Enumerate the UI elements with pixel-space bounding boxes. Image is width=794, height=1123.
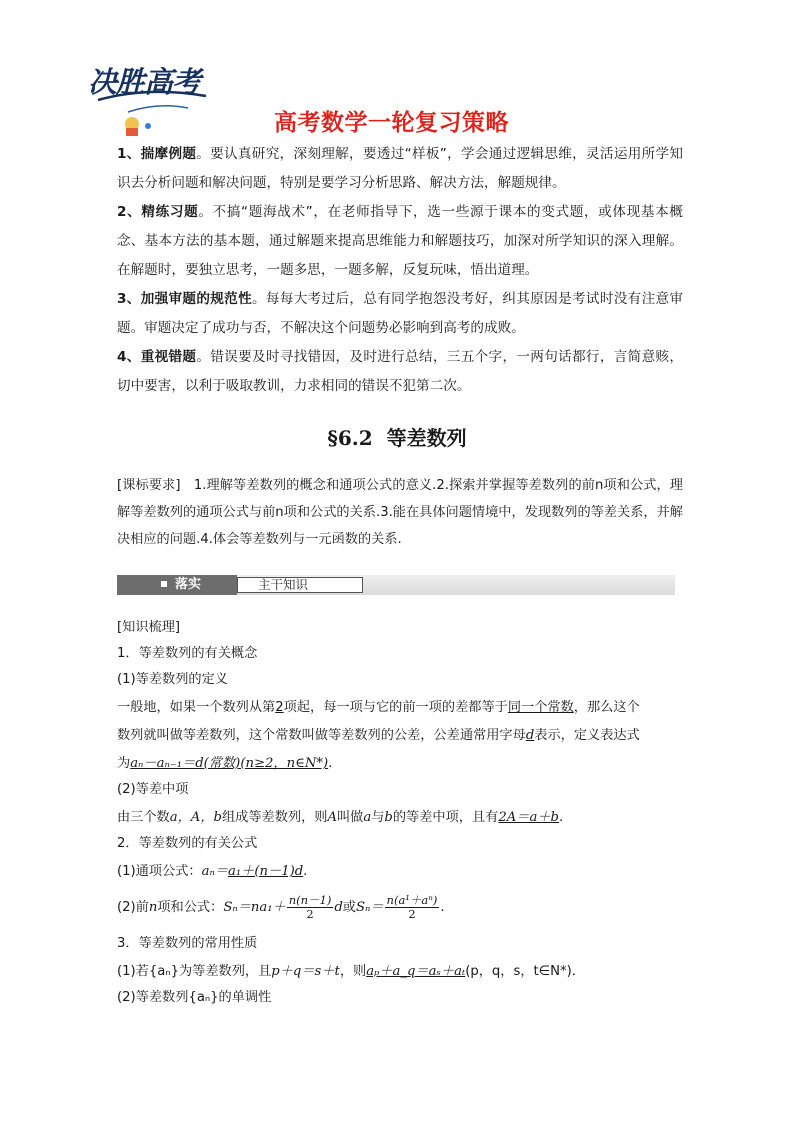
- property-2-line: (2)等差数列{aₙ}的单调性: [117, 990, 272, 1005]
- text-span: ，则: [339, 964, 367, 979]
- strategy-head: 2、精练习题: [117, 204, 199, 220]
- blank-answer: d: [525, 728, 535, 743]
- strategy-body: 。不搞“题海战术”，在老师指导下，选一些源于课本的变式题，或体现基本概念、基本方法的基本题，通过解题来提高思维能力和解题技巧，加深对所学知识的深入理解。在解题时，要独立思考，一题多思，一题多解，反复玩味，悟出道理。: [117, 204, 683, 278]
- math-span: n: [148, 900, 158, 915]
- section-title: [0, 422, 794, 451]
- strategy-body: 。错误要及时寻找错因，及时进行总结，三五个字，一两句话都行，言简意赅，切中要害，以利于吸取教训，力求相同的错误不犯第二次。: [117, 349, 684, 394]
- middle-term-formula: 2A＝a＋b: [498, 810, 559, 825]
- math-span: b: [384, 810, 393, 825]
- strategy-body: 。每每大考过后，总有同学抱怨没考好，纠其原因是考试时没有注意审题。审题决定了成功与否，不解决这个问题势必影响到高考的成败。: [117, 291, 683, 336]
- blank-answer: 同一个常数: [507, 700, 574, 715]
- text-span: .: [558, 810, 564, 825]
- strategy-1: [117, 140, 683, 198]
- strategy-head: 3、加强审题的规范性: [117, 291, 252, 307]
- strategy-4: [117, 343, 683, 401]
- definition-formula: aₙ－aₙ₋₁＝d(常数)(n≥2，n∈N*): [130, 756, 329, 771]
- section-number: §6.2: [327, 426, 373, 450]
- math-span: p＋q＝s＋t: [271, 964, 340, 979]
- heading-2: 2．等差数列的有关公式: [117, 836, 258, 851]
- text-span: 一般地，如果一个数列从第: [117, 700, 276, 715]
- heading-3: 3．等差数列的常用性质: [117, 936, 258, 951]
- math-span: d: [334, 900, 343, 915]
- heading-1-2: (2)等差中项: [117, 782, 189, 797]
- fraction-numerator: n(a¹＋aⁿ): [386, 892, 438, 907]
- heading-1-1: (1)等差数列的定义: [117, 672, 228, 687]
- square-bullet-icon: [161, 581, 167, 587]
- bar-tab-main-knowledge: 主干知识: [237, 577, 363, 593]
- general-term-formula: a₁＋(n－1)d: [228, 864, 304, 879]
- property-1-formula: aₚ＋a_q＝aₛ＋aₜ: [366, 964, 466, 979]
- strategy-head: 4、重视错题: [117, 349, 197, 365]
- requirements-text: 1.理解等差数列的概念和通项公式的意义.2.探索并掌握等差数列的前n项和公式，理解等差数列的通项公式与前n项和公式的关系.3.能在具体问题情境中，发现数列的等差关系，并解决相应的问题.4.体会等差数列与一元函数的关系.: [117, 478, 683, 547]
- text-span: (1)通项公式：: [117, 864, 202, 879]
- text-span: 项起，每一项与它的前一项的差都等于: [283, 700, 508, 715]
- math-span: aₙ＝: [201, 864, 229, 879]
- page-title: 高考数学一轮复习策略: [274, 110, 509, 136]
- text-span: 表示，定义表达式: [534, 728, 640, 743]
- math-span: A: [327, 810, 337, 825]
- sum-formula-line: [117, 890, 687, 926]
- fraction: [287, 894, 334, 921]
- course-requirements: [117, 472, 683, 553]
- text-span: 的等差中项，且有: [392, 810, 499, 825]
- bar-tab1-label: 落实: [175, 577, 202, 592]
- definition-line-3: [117, 754, 687, 774]
- definition-line-2: [117, 726, 687, 746]
- fraction-numerator: n(n－1): [288, 892, 332, 907]
- text-span: 由三个数: [117, 810, 170, 825]
- text-span: .: [440, 900, 445, 915]
- requirements-label: [课标要求]: [117, 478, 181, 493]
- strategy-head: 1、揣摩例题: [117, 146, 197, 162]
- strategy-2: [117, 198, 683, 285]
- text-span: 与: [371, 810, 385, 825]
- bar-tab-luoshi: [117, 575, 237, 595]
- text-span: 组成等差数列，则: [221, 810, 328, 825]
- logo: [88, 56, 216, 140]
- fraction-denominator: 2: [306, 906, 314, 921]
- heading-1: 1．等差数列的有关概念: [117, 646, 258, 661]
- fraction: [385, 894, 440, 921]
- strategy-body: 。要认真研究，深刻理解，要透过“样板”，学会通过逻辑思维，灵活运用所学知识去分析问题和解决问题，特别是要学习分析思路、解决方法，解题规律。: [117, 146, 683, 191]
- knowledge-heading: [知识梳理]: [117, 620, 181, 635]
- text-span: 项和公式：: [157, 900, 224, 915]
- text-span: 叫做: [336, 810, 364, 825]
- logo-text: 决胜高考: [88, 65, 201, 99]
- section-bar: [117, 575, 675, 595]
- text-span: (2)前: [117, 900, 149, 915]
- text-span: (p，q，s，t∈N*)．: [465, 964, 585, 979]
- math-span: Sₙ＝na₁＋: [223, 900, 286, 915]
- general-term-line: [117, 862, 687, 882]
- text-span: .: [303, 864, 308, 879]
- blank-answer: 2: [275, 700, 284, 715]
- text-span: .: [328, 756, 333, 771]
- section-name: 等差数列: [386, 426, 467, 450]
- property-1-line: [117, 962, 687, 982]
- strategy-3: [117, 285, 683, 343]
- math-span: a: [363, 810, 372, 825]
- middle-term-line: [117, 808, 687, 828]
- math-span: Sₙ＝: [355, 900, 384, 915]
- text-span: 为: [117, 756, 131, 771]
- text-span: ，那么这个: [573, 700, 640, 715]
- definition-line-1: [117, 698, 687, 718]
- math-span: a，A，b: [169, 810, 222, 825]
- text-span: (1)若{aₙ}为等差数列，且: [117, 964, 272, 979]
- text-span: 数列就叫做等差数列，这个常数叫做等差数列的公差，公差通常用字母: [117, 728, 526, 743]
- text-span: 或: [342, 900, 356, 915]
- fraction-denominator: 2: [408, 906, 416, 921]
